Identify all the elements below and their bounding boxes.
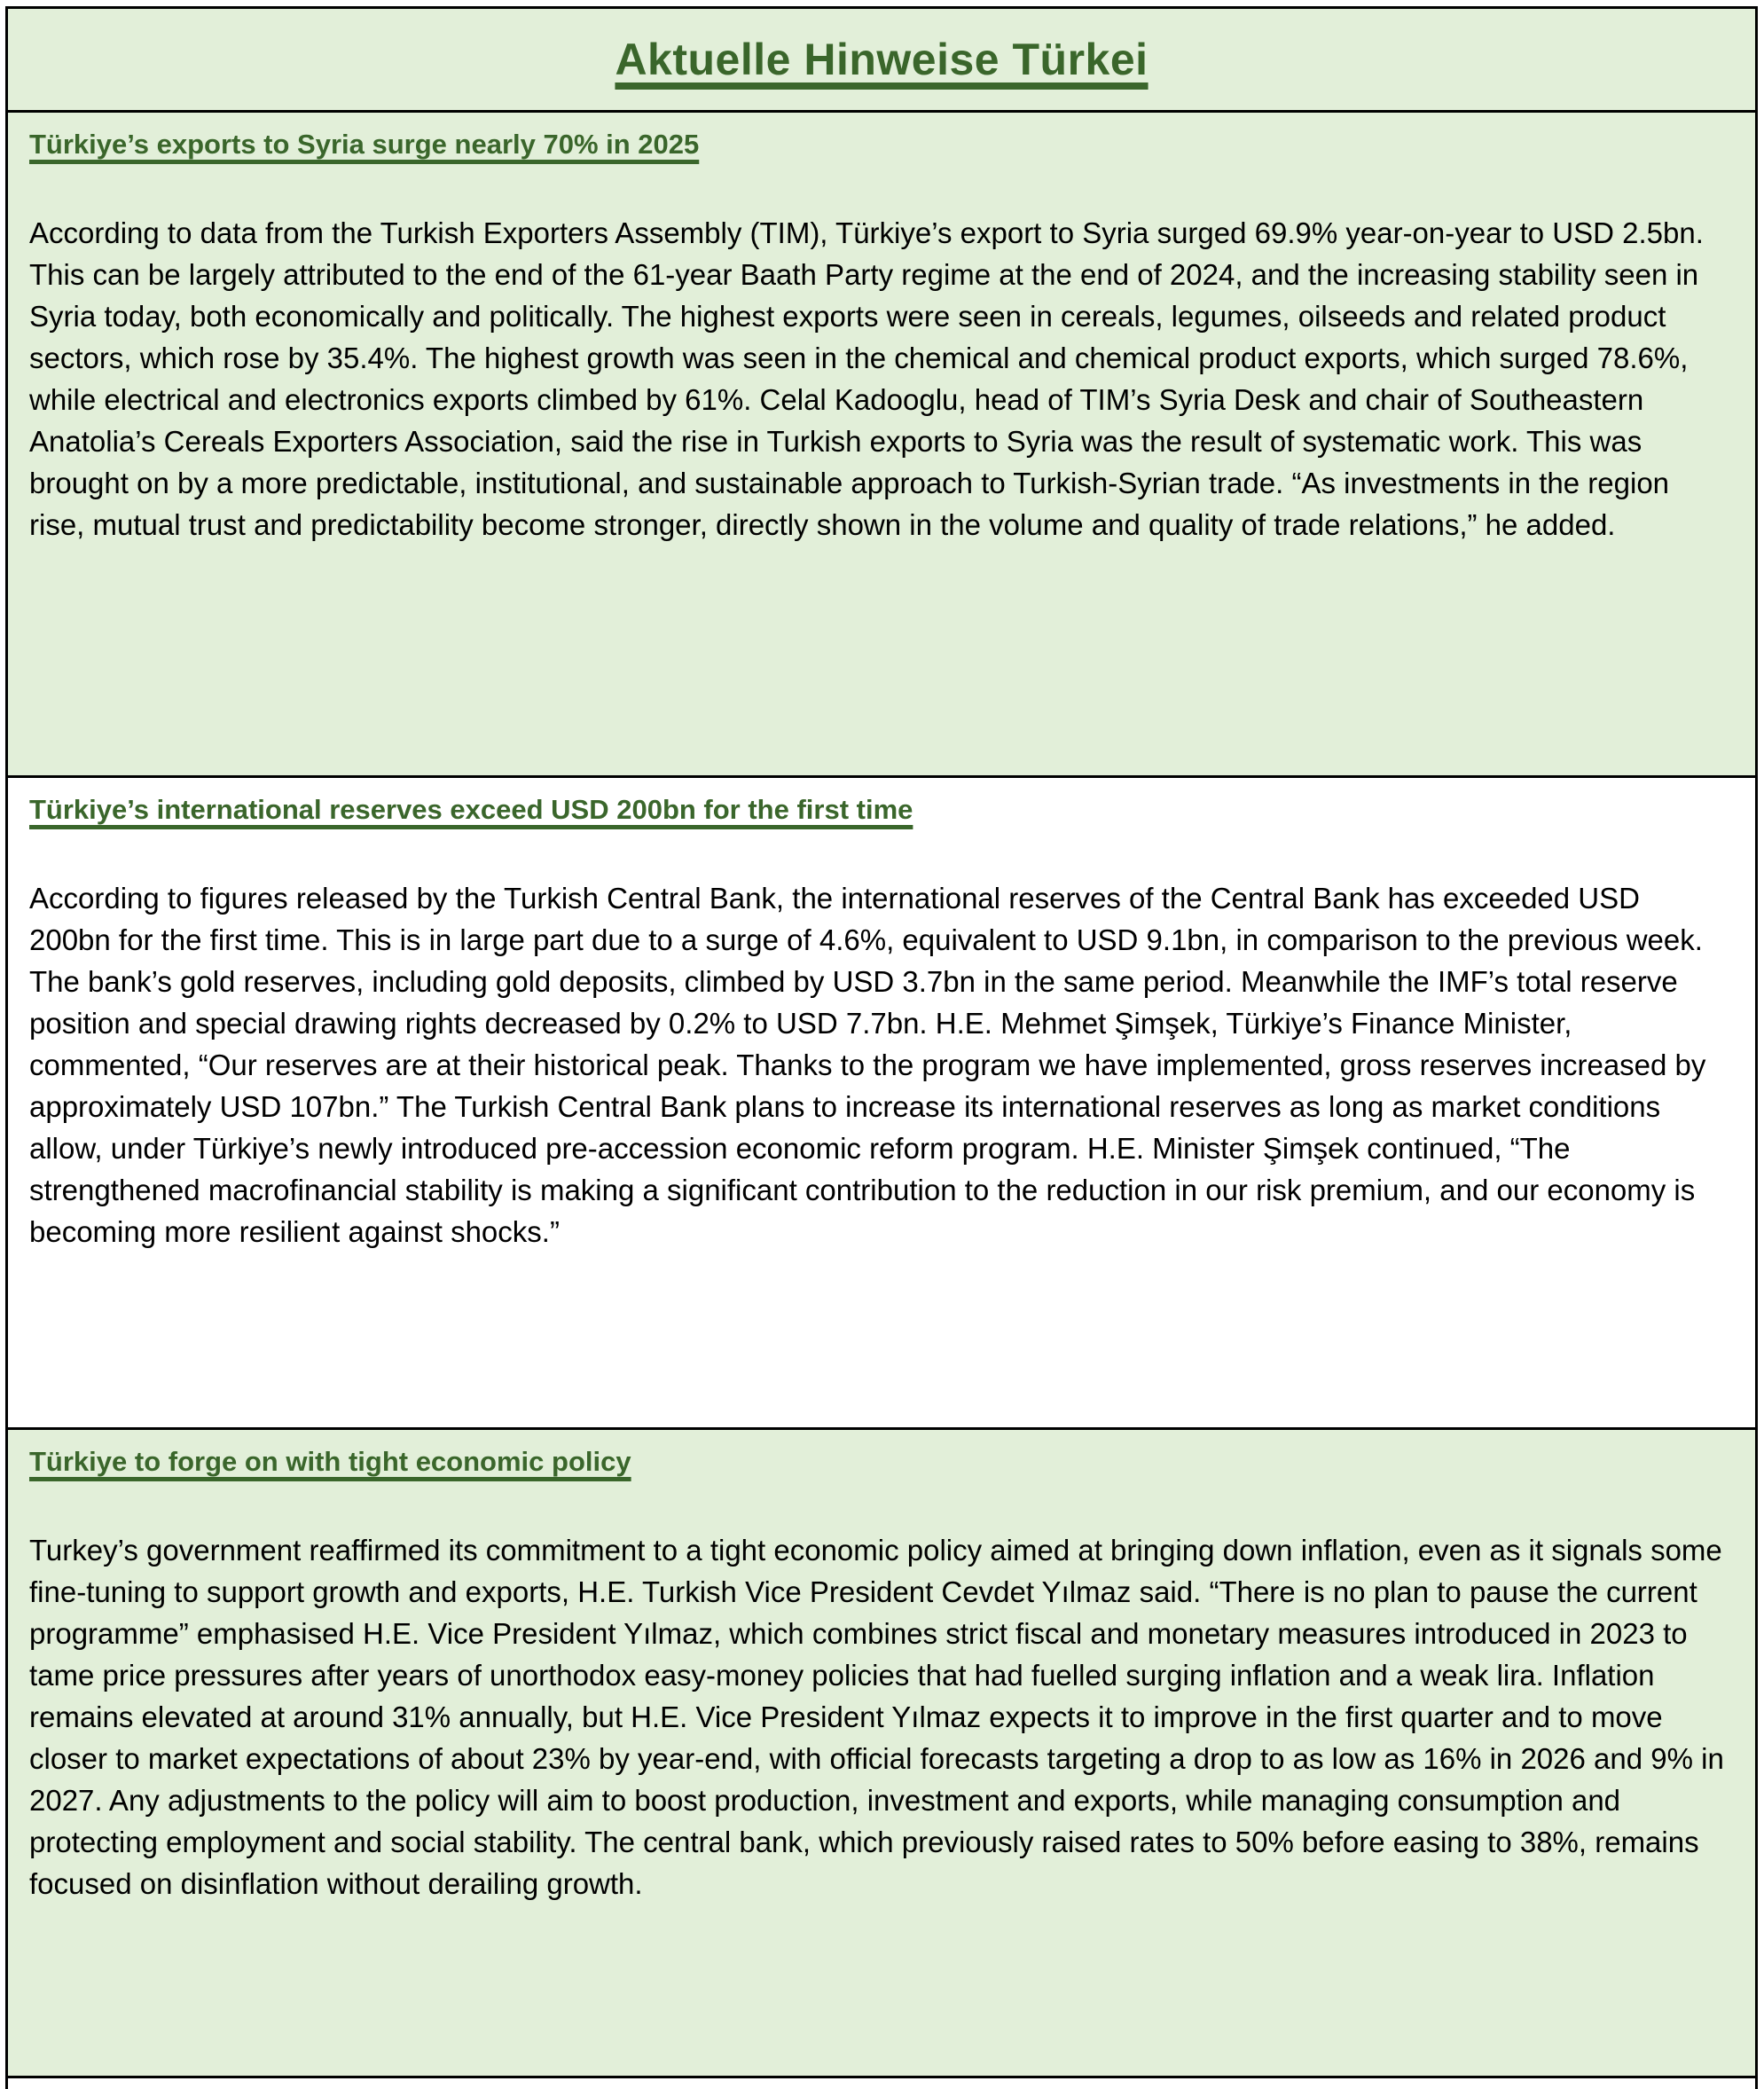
section-body: According to figures released by the Turkish Central Bank, the international reserves of the Central Bank has exceeded USD 200bn for the first time. This is in large part due to a surge of 4.6%, equivalent to USD 9.1bn, in comparison to the previous week. The bank’s gold reserves, including gold deposits, climbed by USD 3.7bn in the same period. Meanwhile the IMF’s total reserve position and special drawing rights decreased by 0.2% to USD 7.7bn. H.E. Mehmet Şimşek, Türkiye’s Finance Minister, commented, “Our reserves are at their historical peak. Thanks to the program we have implemented, gross reserves increased by approximately USD 107bn.” The Turkish Central Bank plans to increase its international reserves as long as market conditions allow, under Türkiye’s newly introduced pre-accession economic reform program. H.E. Minister Şimşek continued, “The strengthened macrofinancial stability is making a significant contribution to the reduction in our risk premium, and our economy is becoming more resilient against shocks.” — [29, 882, 1706, 1248]
section-international-reserves — [8, 775, 1755, 1427]
section-body: Turkey’s government reaffirmed its commitment to a tight economic policy aimed at bringing down inflation, even as it signals some fine-tuning to support growth and exports, H.E. Turkish Vice President Cevdet Yılmaz said. “There is no plan to pause the current programme” emphasised H.E. Vice President Yılmaz, which combines strict fiscal and monetary measures introduced in 2023 to tame price pressures after years of unorthodox easy-money policies that had fuelled surging inflation and a weak lira. Inflation remains elevated at around 31% annually, but H.E. Vice President Yılmaz expects it to improve in the first quarter and to move closer to market expectations of about 23% by year-end, with official forecasts targeting a drop to as low as 16% in 2026 and 9% in 2027. Any adjustments to the policy will aim to boost production, investment and exports, while managing consumption and protecting employment and social stability. The central bank, which previously raised rates to 50% before easing to 38%, remains focused on disinflation without derailing growth. — [29, 1534, 1724, 1900]
section-heading: Türkiye to forge on with tight economic policy — [29, 1446, 631, 1477]
newsletter-page — [5, 6, 1758, 2089]
section-exports-syria — [8, 110, 1755, 775]
section-body: According to data from the Turkish Exporters Assembly (TIM), Türkiye’s export to Syria surged 69.9% year-on-year to USD 2.5bn. This can be largely attributed to the end of the 61-year Baath Party regime at the end of 2024, and the increasing stability seen in Syria today, both economically and politically. The highest exports were seen in cereals, legumes, oilseeds and related product sectors, which rose by 35.4%. The highest growth was seen in the chemical and chemical product exports, which surged 78.6%, while electrical and electronics exports climbed by 61%. Celal Kadooglu, head of TIM’s Syria Desk and chair of Southeastern Anatolia’s Cereals Exporters Association, said the rise in Turkish exports to Syria was the result of systematic work. This was brought on by a more predictable, institutional, and sustainable approach to Turkish-Syrian trade. “As investments in the region rise, mutual trust and predictability become stronger, directly shown in the volume and quality of trade relations,” he added. — [29, 216, 1704, 541]
section-heading: Türkiye’s international reserves exceed USD 200bn for the first time — [29, 794, 913, 825]
next-section-partial — [8, 2076, 1755, 2089]
title-banner — [8, 9, 1755, 110]
page-title: Aktuelle Hinweise Türkei — [615, 35, 1149, 84]
section-tight-economic-policy — [8, 1427, 1755, 2076]
section-heading: Türkiye’s exports to Syria surge nearly 70% in 2025 — [29, 129, 700, 160]
